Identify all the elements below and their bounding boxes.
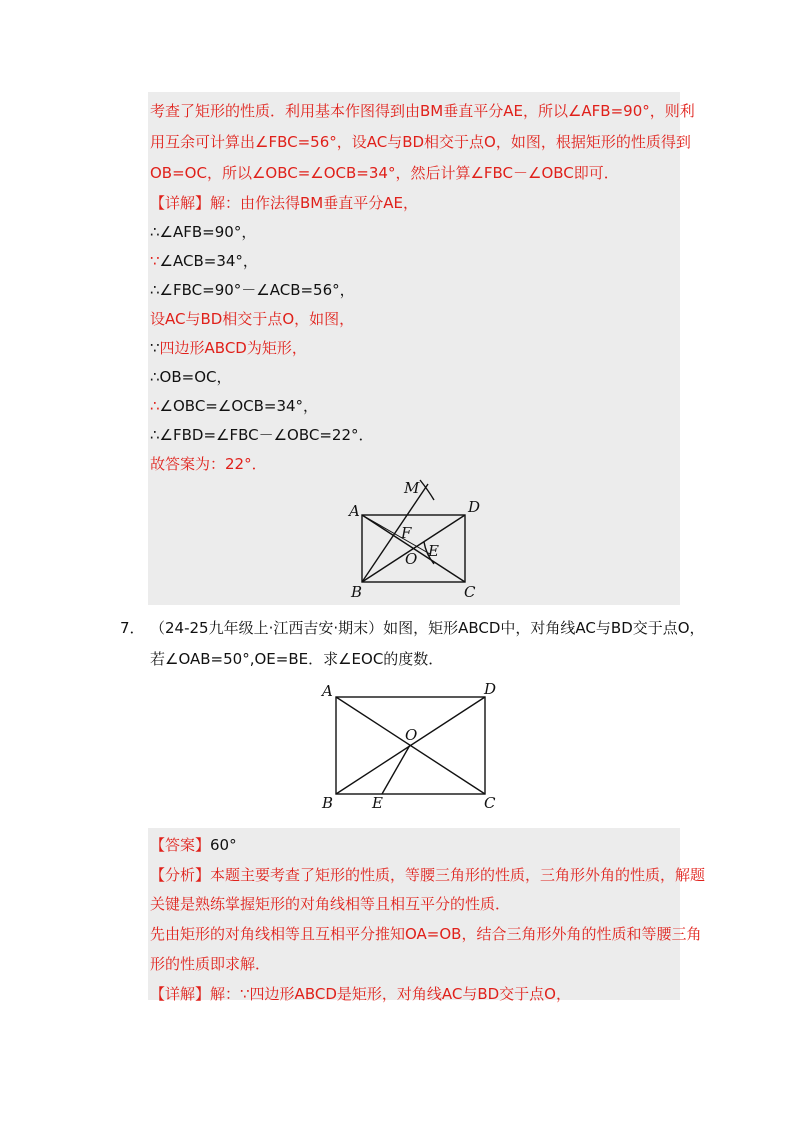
label-b: B: [322, 794, 334, 812]
question7-figure: [316, 680, 506, 812]
step-text: ∠OBC=∠OCB=34°，: [159, 397, 319, 415]
detail-tag: 【详解】: [150, 194, 211, 212]
step-prefix: ∵: [150, 339, 160, 357]
answer7-analysis-line-2: 关键是熟练掌握矩形的对角线相等且相互平分的性质．: [150, 895, 511, 913]
solution6-analysis-line-1: 考查了矩形的性质．利用基本作图得到由BM垂直平分AE，所以∠AFB=90°，则利: [150, 102, 695, 120]
step-text: ∠AFB=90°，: [159, 223, 257, 241]
line-bm: [362, 484, 428, 582]
answer7-detail: [150, 983, 571, 1004]
label-a: A: [349, 502, 360, 520]
step-prefix: ∴: [150, 368, 160, 386]
label-d: D: [468, 498, 481, 516]
solution6-analysis-line-3: OB=OC，所以∠OBC=∠OCB=34°，然后计算∠FBC－∠OBC即可．: [150, 164, 619, 182]
step-prefix: ∴: [150, 397, 160, 415]
answer-tag: 【答案】: [150, 836, 211, 854]
solution6-step-3: [150, 279, 355, 300]
question7-line-1: （24-25九年级上·江西吉安·期末）如图，矩形ABCD中，对角线AC与BD交于点O，: [150, 619, 705, 637]
answer7-analysis-line-1: [150, 864, 705, 885]
step-text: 设AC与BD相交于点O，如图，: [150, 310, 355, 328]
solution6-detail: [150, 192, 418, 213]
label-a: A: [322, 682, 333, 700]
step-text: ∠ACB=34°，: [159, 252, 258, 270]
step-text: ∠FBD=∠FBC－∠OBC=22°．: [159, 426, 374, 444]
step-text: OB=OC，: [159, 368, 232, 386]
label-m: M: [404, 479, 420, 497]
answer-value: 60°: [210, 836, 237, 854]
solution6-step-5: [150, 337, 307, 358]
arc-at-m: [420, 480, 434, 500]
step-prefix: ∴: [150, 426, 160, 444]
solution6-step-6: [150, 366, 232, 387]
question7-number: 7．: [120, 619, 145, 637]
solution6-step-8: [150, 424, 374, 445]
answer7-analysis-line-3: 先由矩形的对角线相等且互相平分推知OA=OB，结合三角形外角的性质和等腰三角: [150, 925, 702, 943]
label-o: O: [405, 550, 418, 568]
step-text: 四边形ABCD为矩形，: [159, 339, 307, 357]
label-e: E: [428, 542, 439, 560]
answer7-answer: [150, 834, 237, 855]
step-text: ∠FBC=90°－∠ACB=56°，: [159, 281, 355, 299]
segment-oe: [382, 745, 410, 794]
label-b: B: [351, 583, 363, 601]
solution6-step-7: [150, 395, 318, 416]
label-c: C: [464, 583, 476, 601]
step-prefix: ∴: [150, 281, 160, 299]
analysis-tag: 【分析】: [150, 866, 211, 884]
answer7-analysis-line-4: 形的性质即求解．: [150, 955, 271, 973]
solution6-step-9: [150, 453, 267, 474]
solution6-figure: [340, 478, 500, 602]
detail-text: 解：由作法得BM垂直平分AE，: [210, 194, 418, 212]
solution6-step-2: [150, 250, 258, 271]
step-text: 故答案为：22°．: [150, 455, 267, 473]
question7-line-2: 若∠OAB=50°,OE=BE．求∠EOC的度数．: [150, 650, 444, 668]
solution6-step-4: [150, 308, 354, 329]
step-prefix: ∵: [150, 252, 160, 270]
step-prefix: ∴: [150, 223, 160, 241]
label-e: E: [372, 794, 383, 812]
label-f: F: [401, 524, 412, 542]
label-c: C: [484, 794, 496, 812]
label-o: O: [405, 726, 418, 744]
detail-text: 解：∵四边形ABCD是矩形，对角线AC与BD交于点O，: [210, 985, 571, 1003]
analysis-text: 本题主要考查了矩形的性质，等腰三角形的性质，三角形外角的性质，解题: [210, 866, 706, 884]
segment-ae: [362, 515, 430, 554]
label-d: D: [484, 680, 497, 698]
detail-tag: 【详解】: [150, 985, 211, 1003]
solution6-step-1: [150, 221, 256, 242]
solution6-analysis-line-2: 用互余可计算出∠FBC=56°，设AC与BD相交于点O，如图，根据矩形的性质得到: [150, 133, 691, 151]
